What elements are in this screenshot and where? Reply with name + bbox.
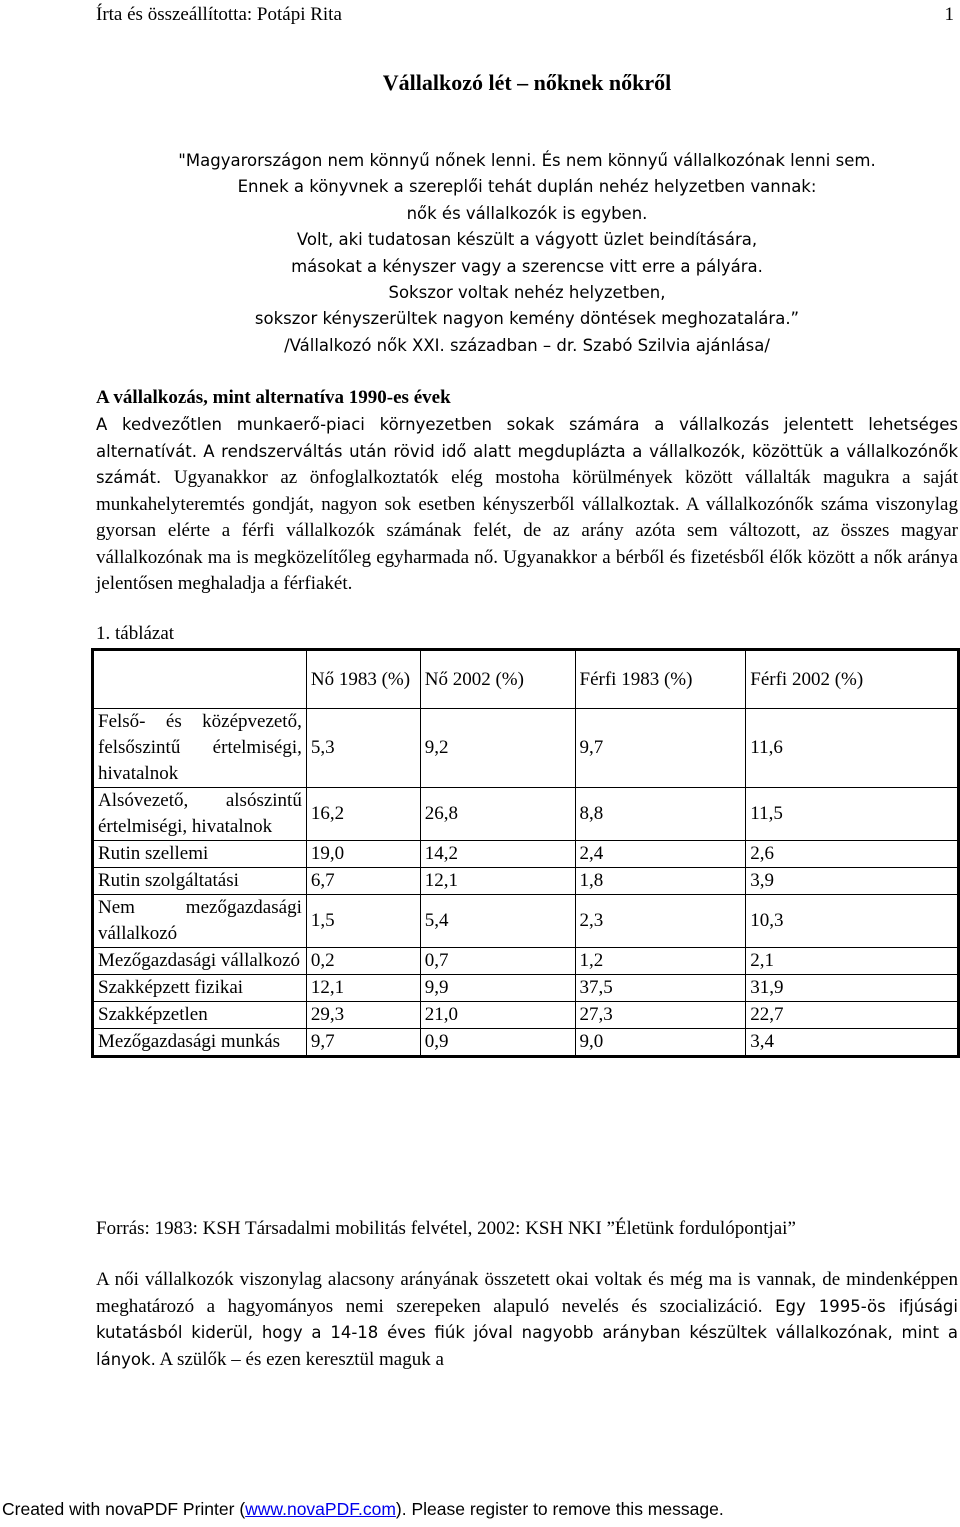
table-cell: 27,3 (575, 1002, 746, 1029)
table-row (93, 1029, 959, 1057)
table-caption: 1. táblázat (96, 623, 175, 644)
table-row (93, 868, 959, 895)
sentence: A vállalkozónők száma viszonylag gyorsan elérte a férfi vállalkozók számának felét, de az arány azóta sem változott, az összes magyar vállalkozónak ma is megközelítőleg egyharmada nő. (96, 493, 958, 568)
table-cell: 11,5 (746, 788, 959, 841)
table-cell: 1,2 (575, 948, 746, 975)
quote-line: Ennek a könyvnek a szereplői tehát duplán nehéz helyzetben vannak: (237, 177, 817, 197)
row-label: Szakképzett fizikai (93, 975, 307, 1002)
page-number: 1 (944, 4, 954, 25)
table-cell: 16,2 (306, 788, 420, 841)
sentence: A női vállalkozók viszonylag alacsony arányának összetett okai voltak és még ma is vannak, de mindenképpen meghatározó a hagyományos nemi szerepeken alapuló nevelés és szocializáció. (96, 1269, 958, 1317)
quote-line: másokat a kényszer vagy a szerencse vitt erre a pályára. (291, 256, 763, 276)
quote-line: Volt, aki tudatosan készült a vágyott üzlet beindítására, (296, 230, 758, 250)
section-paragraph (96, 412, 958, 598)
table-cell: 3,4 (746, 1029, 959, 1057)
document-title: Vállalkozó lét – nőknek nőkről (382, 70, 672, 95)
table-header-row (93, 650, 959, 709)
quote-line: nők és vállalkozók is egyben. (406, 203, 648, 223)
row-label: Mezőgazdasági vállalkozó (93, 948, 307, 975)
row-label: Alsóvezető, alsószintű értelmiségi, hivatalnok (93, 788, 307, 841)
header-cell: Nő 2002 (%) (420, 650, 575, 709)
sentence: Ugyanakkor az önfoglalkoztatók elég mostoha körülmények között vállalták magukra a saját munkahelyteremtés gondját, nagyon sok esetben kényszerből vállalkoztak. (96, 467, 959, 515)
table-cell: 10,3 (746, 895, 959, 948)
row-label: Nem mezőgazdasági vállalkozó (93, 895, 307, 948)
header-cell: Férfi 1983 (%) (575, 650, 746, 709)
row-label: Rutin szellemi (93, 841, 307, 868)
table-cell: 12,1 (420, 868, 575, 895)
table-row (93, 788, 959, 841)
footer-text: Created with novaPDF Printer ( (2, 1499, 246, 1519)
table-cell: 9,0 (575, 1029, 746, 1057)
sentence: A rendszerváltás után rövid idő alatt megduplázta a vállalkozók, közöttük a vállalkozónők számát. (96, 441, 959, 487)
table-cell: 3,9 (746, 868, 959, 895)
table-cell: 37,5 (575, 975, 746, 1002)
sentence: A szülők – és ezen keresztül maguk a (159, 1348, 444, 1370)
row-label: Rutin szolgáltatási (93, 868, 307, 895)
table-cell: 1,8 (575, 868, 746, 895)
header-cell: Férfi 2002 (%) (746, 650, 959, 709)
header-cell (93, 650, 307, 709)
sentence: Egy 1995-ös ifjúsági kutatásból kiderül, hogy a 14-18 éves fiúk jóval nagyobb arányban készültek vállalkozónak, mint a lányok. (96, 1296, 958, 1369)
table-row (93, 975, 959, 1002)
table-row (93, 895, 959, 948)
table-cell: 0,2 (306, 948, 420, 975)
novapdf-link[interactable]: www.novaPDF.com (245, 1499, 396, 1519)
table-cell: 2,1 (746, 948, 959, 975)
quote-line: sokszor kényszerültek nagyon kemény döntések meghozatalára.” (254, 309, 800, 329)
table-cell: 21,0 (420, 1002, 575, 1029)
table-cell: 29,3 (306, 1002, 420, 1029)
quote-line: "Magyarországon nem könnyű nőnek lenni. És nem könnyű vállalkozónak lenni sem. (178, 151, 876, 170)
header-text: Nő 1983 (%) (310, 668, 411, 690)
table-cell: 1,5 (306, 895, 420, 948)
table-row (93, 1002, 959, 1029)
section-heading: A vállalkozás, mint alternatíva 1990-es évek (96, 387, 451, 408)
table-cell: 9,9 (420, 975, 575, 1002)
table-cell: 31,9 (746, 975, 959, 1002)
table-cell: 9,2 (420, 709, 575, 788)
table-cell: 9,7 (575, 709, 746, 788)
closing-paragraph (96, 1267, 958, 1373)
row-label: Szakképzetlen (93, 1002, 307, 1029)
table-cell: 2,3 (575, 895, 746, 948)
page-header (96, 2, 958, 28)
quote-line: Sokszor voltak nehéz helyzetben, (388, 283, 666, 303)
table-cell: 5,3 (306, 709, 420, 788)
table-cell: 0,7 (420, 948, 575, 975)
table-cell: 8,8 (575, 788, 746, 841)
table-cell: 0,9 (420, 1029, 575, 1057)
table-cell: 9,7 (306, 1029, 420, 1057)
table-cell: 5,4 (420, 895, 575, 948)
epigraph-quote (96, 148, 958, 359)
table-source: Forrás: 1983: KSH Társadalmi mobilitás felvétel, 2002: KSH NKI ”Életünk fordulópontjai” (96, 1218, 796, 1239)
table-cell: 6,7 (306, 868, 420, 895)
quote-line: /Vállalkozó nők XXI. században – dr. Szabó Szilvia ajánlása/ (284, 335, 770, 355)
sentence: A kedvezőtlen munkaerő-piaci környezetben sokak számára a vállalkozás jelentett lehetséges alternatívát. (96, 415, 958, 461)
header-cell (306, 650, 420, 709)
author-line: Írta és összeállította: Potápi Rita (96, 4, 342, 25)
table-cell: 14,2 (420, 841, 575, 868)
sentence: Ugyanakkor a bérből és fizetésből élők között a nők aránya jelentősen meghaladja a férfiakét. (96, 546, 958, 594)
table-cell: 26,8 (420, 788, 575, 841)
novapdf-footer (0, 1497, 960, 1521)
table-row (93, 841, 959, 868)
table-cell: 12,1 (306, 975, 420, 1002)
section-entrepreneurship (96, 384, 958, 598)
table-row (93, 948, 959, 975)
table-row (93, 709, 959, 788)
row-label: Felső- és középvezető, felsőszintű értelmiségi, hivatalnok (93, 709, 307, 788)
footer-text: ). Please register to remove this message. (395, 1499, 724, 1519)
occupation-table (91, 648, 960, 1058)
table-cell: 11,6 (746, 709, 959, 788)
table-cell: 19,0 (306, 841, 420, 868)
row-label: Mezőgazdasági munkás (93, 1029, 307, 1057)
table-cell: 22,7 (746, 1002, 959, 1029)
table-cell: 2,6 (746, 841, 959, 868)
table-cell: 2,4 (575, 841, 746, 868)
